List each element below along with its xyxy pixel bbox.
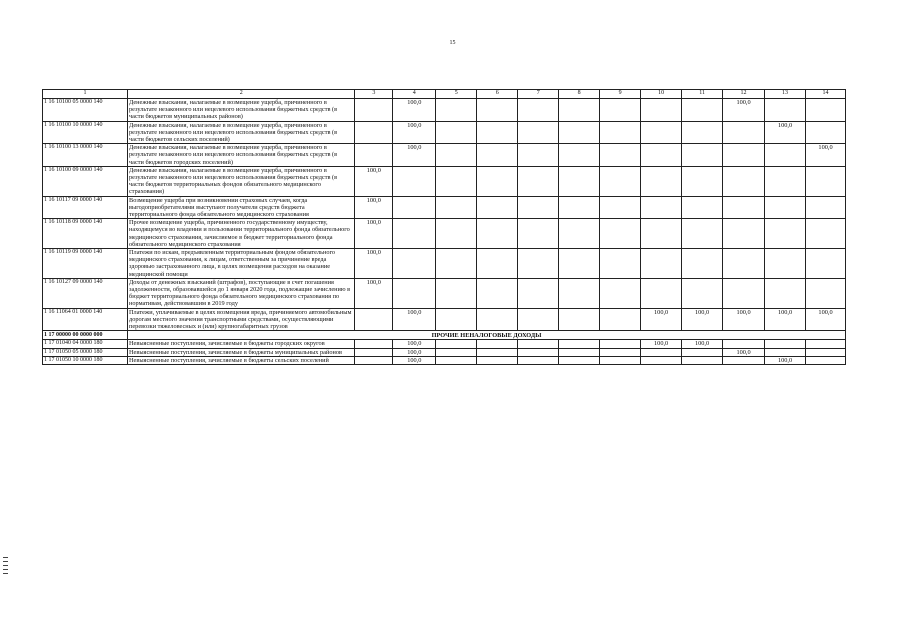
table-row: [43, 166, 846, 196]
norm-value: [436, 166, 477, 196]
income-description: Невыясненные поступления, зачисляемые в бюджеты городских округов: [128, 340, 355, 348]
norm-value: 100,0: [682, 340, 723, 348]
norm-value: [518, 121, 559, 144]
norm-value: [436, 278, 477, 308]
norm-value: [600, 278, 641, 308]
norm-value: 100,0: [393, 356, 436, 364]
norm-value: [436, 340, 477, 348]
norm-value: [765, 278, 806, 308]
header-cell: 12: [723, 90, 765, 99]
norm-value: [393, 249, 436, 279]
kbk-code: 1 16 11064 01 0000 140: [43, 308, 128, 331]
header-cell: 14: [806, 90, 846, 99]
norm-value: [559, 348, 600, 356]
norm-value: [393, 166, 436, 196]
norm-value: [436, 356, 477, 364]
norm-value: [723, 278, 765, 308]
norm-value: [806, 278, 846, 308]
norm-value: [682, 121, 723, 144]
norm-value: [559, 166, 600, 196]
norm-value: 100,0: [355, 278, 393, 308]
table-row: [43, 99, 846, 122]
norm-value: 100,0: [641, 308, 682, 331]
header-cell: 13: [765, 90, 806, 99]
norm-value: [723, 144, 765, 167]
norm-value: [518, 356, 559, 364]
header-cell: 2: [128, 90, 355, 99]
norm-value: [600, 219, 641, 249]
norm-value: [682, 356, 723, 364]
norm-value: [641, 99, 682, 122]
norm-value: [600, 356, 641, 364]
section-row: [43, 331, 846, 340]
table-row: [43, 308, 846, 331]
kbk-code: 1 16 10100 05 0000 140: [43, 99, 128, 122]
norm-value: [477, 121, 518, 144]
norm-value: [723, 356, 765, 364]
norm-value: [682, 348, 723, 356]
norm-value: [682, 99, 723, 122]
header-cell: 6: [477, 90, 518, 99]
table-row: [43, 356, 846, 364]
norm-value: [600, 348, 641, 356]
norm-value: [723, 196, 765, 219]
norm-value: [641, 121, 682, 144]
norm-value: 100,0: [723, 99, 765, 122]
norm-value: [436, 308, 477, 331]
norm-value: [393, 219, 436, 249]
norm-value: [477, 340, 518, 348]
norm-value: 100,0: [393, 121, 436, 144]
table-row: [43, 196, 846, 219]
income-description: Денежные взыскания, налагаемые в возмещение ущерба, причиненного в результате незаконного или нецелевого использования бюджетных средств (в части бюджетов сельских поселений): [128, 121, 355, 144]
table-row: [43, 219, 846, 249]
norm-value: [806, 340, 846, 348]
norm-value: 100,0: [723, 308, 765, 331]
header-cell: 1: [43, 90, 128, 99]
norm-value: 100,0: [355, 196, 393, 219]
norm-value: [600, 249, 641, 279]
norm-value: [559, 249, 600, 279]
norm-value: [765, 348, 806, 356]
norm-value: [518, 249, 559, 279]
norm-value: 100,0: [641, 340, 682, 348]
norm-value: [641, 356, 682, 364]
norm-value: [806, 121, 846, 144]
kbk-code: 1 16 10100 10 0000 140: [43, 121, 128, 144]
norm-value: [355, 99, 393, 122]
norm-value: [559, 278, 600, 308]
norm-value: [477, 196, 518, 219]
income-description: Невыясненные поступления, зачисляемые в бюджеты муниципальных районов: [128, 348, 355, 356]
norm-value: [518, 308, 559, 331]
kbk-code: 1 16 10118 09 0000 140: [43, 219, 128, 249]
income-description: Денежные взыскания, налагаемые в возмещение ущерба, причиненного в результате незаконного или нецелевого использования бюджетных средств (в части бюджетов муниципальных районов): [128, 99, 355, 122]
norm-value: [765, 249, 806, 279]
income-description: Платежи, уплачиваемые в целях возмещения вреда, причиняемого автомобильным дорогам местного значения транспортными средствами, осуществляющими перевозки тяжеловесных и (или) крупногабаритных грузов: [128, 308, 355, 331]
norm-value: [600, 166, 641, 196]
header-cell: 4: [393, 90, 436, 99]
norm-value: [641, 348, 682, 356]
norm-value: [518, 166, 559, 196]
norm-value: [723, 249, 765, 279]
norm-value: 100,0: [765, 356, 806, 364]
kbk-code: 1 17 01050 05 0000 180: [43, 348, 128, 356]
income-description: Денежные взыскания, налагаемые в возмещение ущерба, причиненного в результате незаконного или нецелевого использования бюджетных средств (в части бюджетов городских поселений): [128, 144, 355, 167]
kbk-code: 1 16 10119 09 0000 140: [43, 249, 128, 279]
norm-value: [682, 278, 723, 308]
income-description: Платежи по искам, предъявленным территориальным фондом обязательного медицинского страхования, к лицам, ответственным за причинение вреда здоровью застрахованного лица, в целях возмещения расходов на оказание медицинской помощи: [128, 249, 355, 279]
revenue-table: [42, 89, 846, 365]
norm-value: [477, 356, 518, 364]
norm-value: [559, 144, 600, 167]
norm-value: [477, 166, 518, 196]
norm-value: [682, 249, 723, 279]
norm-value: [477, 144, 518, 167]
margin-marks: [3, 557, 8, 577]
norm-value: [518, 219, 559, 249]
norm-value: [641, 249, 682, 279]
kbk-code: 1 17 01040 04 0000 180: [43, 340, 128, 348]
norm-value: [518, 340, 559, 348]
norm-value: 100,0: [682, 308, 723, 331]
norm-value: [765, 340, 806, 348]
norm-value: [600, 121, 641, 144]
norm-value: [600, 340, 641, 348]
norm-value: [477, 219, 518, 249]
norm-value: [477, 308, 518, 331]
norm-value: [436, 196, 477, 219]
norm-value: [355, 356, 393, 364]
norm-value: [641, 219, 682, 249]
norm-value: [806, 99, 846, 122]
table-row: [43, 348, 846, 356]
norm-value: [518, 348, 559, 356]
norm-value: 100,0: [765, 308, 806, 331]
income-description: Денежные взыскания, налагаемые в возмещение ущерба, причиненного в результате незаконного или нецелевого использования бюджетных средств (в части бюджетов территориальных фондов обязательного медицинского страхования): [128, 166, 355, 196]
norm-value: 100,0: [393, 308, 436, 331]
norm-value: [600, 144, 641, 167]
norm-value: [436, 144, 477, 167]
norm-value: [806, 219, 846, 249]
norm-value: [393, 196, 436, 219]
norm-value: [518, 99, 559, 122]
kbk-code: 1 16 10100 09 0000 140: [43, 166, 128, 196]
header-cell: 5: [436, 90, 477, 99]
norm-value: [559, 219, 600, 249]
norm-value: 100,0: [393, 340, 436, 348]
table-row: [43, 144, 846, 167]
norm-value: [477, 249, 518, 279]
norm-value: [559, 356, 600, 364]
norm-value: [723, 340, 765, 348]
kbk-code: 1 16 10117 09 0000 140: [43, 196, 128, 219]
kbk-code: 1 17 01050 10 0000 180: [43, 356, 128, 364]
norm-value: [765, 196, 806, 219]
norm-value: [806, 348, 846, 356]
header-cell: 3: [355, 90, 393, 99]
norm-value: [600, 99, 641, 122]
norm-value: [477, 348, 518, 356]
kbk-code: 1 16 10127 09 0000 140: [43, 278, 128, 308]
norm-value: 100,0: [806, 308, 846, 331]
income-description: Возмещение ущерба при возникновении страховых случаев, когда выгодоприобретателями выступают получатели средств бюджета территориального фонда обязательного медицинского страхования: [128, 196, 355, 219]
norm-value: [559, 99, 600, 122]
norm-value: [682, 144, 723, 167]
norm-value: [559, 196, 600, 219]
norm-value: [806, 249, 846, 279]
table-row: [43, 121, 846, 144]
norm-value: [723, 121, 765, 144]
norm-value: [806, 166, 846, 196]
norm-value: [355, 348, 393, 356]
header-cell: 10: [641, 90, 682, 99]
norm-value: 100,0: [355, 249, 393, 279]
norm-value: [682, 166, 723, 196]
table-body: [43, 90, 846, 365]
norm-value: 100,0: [393, 348, 436, 356]
table-row: [43, 278, 846, 308]
norm-value: [477, 278, 518, 308]
header-cell: 9: [600, 90, 641, 99]
norm-value: [477, 99, 518, 122]
norm-value: [559, 308, 600, 331]
norm-value: [393, 278, 436, 308]
norm-value: 100,0: [806, 144, 846, 167]
norm-value: 100,0: [355, 166, 393, 196]
norm-value: [355, 144, 393, 167]
table-row: [43, 249, 846, 279]
table-row: [43, 340, 846, 348]
norm-value: [518, 278, 559, 308]
norm-value: [355, 121, 393, 144]
norm-value: [559, 121, 600, 144]
header-cell: 7: [518, 90, 559, 99]
norm-value: [436, 249, 477, 279]
norm-value: [806, 356, 846, 364]
income-description: Доходы от денежных взысканий (штрафов), поступающие в счет погашения задолженности, образовавшейся до 1 января 2020 года, подлежащие зачислению в бюджет территориального фонда обязательного медицинского страхования по нормативам, действовавшим в 2019 году: [128, 278, 355, 308]
norm-value: [355, 308, 393, 331]
section-code: 1 17 00000 00 0000 000: [43, 331, 128, 340]
norm-value: [436, 219, 477, 249]
norm-value: 100,0: [393, 144, 436, 167]
norm-value: [765, 99, 806, 122]
norm-value: [723, 219, 765, 249]
norm-value: [806, 196, 846, 219]
norm-value: [518, 196, 559, 219]
norm-value: 100,0: [393, 99, 436, 122]
norm-value: 100,0: [355, 219, 393, 249]
norm-value: [600, 196, 641, 219]
norm-value: [355, 340, 393, 348]
norm-value: [765, 166, 806, 196]
norm-value: [518, 144, 559, 167]
norm-value: [436, 348, 477, 356]
norm-value: [641, 166, 682, 196]
norm-value: [682, 196, 723, 219]
norm-value: [723, 166, 765, 196]
page-number: 15: [449, 40, 456, 46]
norm-value: [600, 308, 641, 331]
norm-value: 100,0: [723, 348, 765, 356]
norm-value: [765, 144, 806, 167]
norm-value: [765, 219, 806, 249]
norm-value: [436, 121, 477, 144]
header-cell: 11: [682, 90, 723, 99]
norm-value: [641, 196, 682, 219]
norm-value: [682, 219, 723, 249]
norm-value: [641, 144, 682, 167]
kbk-code: 1 16 10100 13 0000 140: [43, 144, 128, 167]
header-cell: 8: [559, 90, 600, 99]
norm-value: [436, 99, 477, 122]
header-row: [43, 90, 846, 99]
income-description: Невыясненные поступления, зачисляемые в бюджеты сельских поселений: [128, 356, 355, 364]
norm-value: [559, 340, 600, 348]
norm-value: 100,0: [765, 121, 806, 144]
norm-value: [641, 278, 682, 308]
section-title: ПРОЧИЕ НЕНАЛОГОВЫЕ ДОХОДЫ: [128, 331, 846, 340]
income-description: Прочее возмещение ущерба, причиненного государственному имуществу, находящемуся во владении и пользовании территориального фонда обязательного медицинского страхования, зачисляемое в бюджет территориального фонда обязательного медицинского страхования: [128, 219, 355, 249]
